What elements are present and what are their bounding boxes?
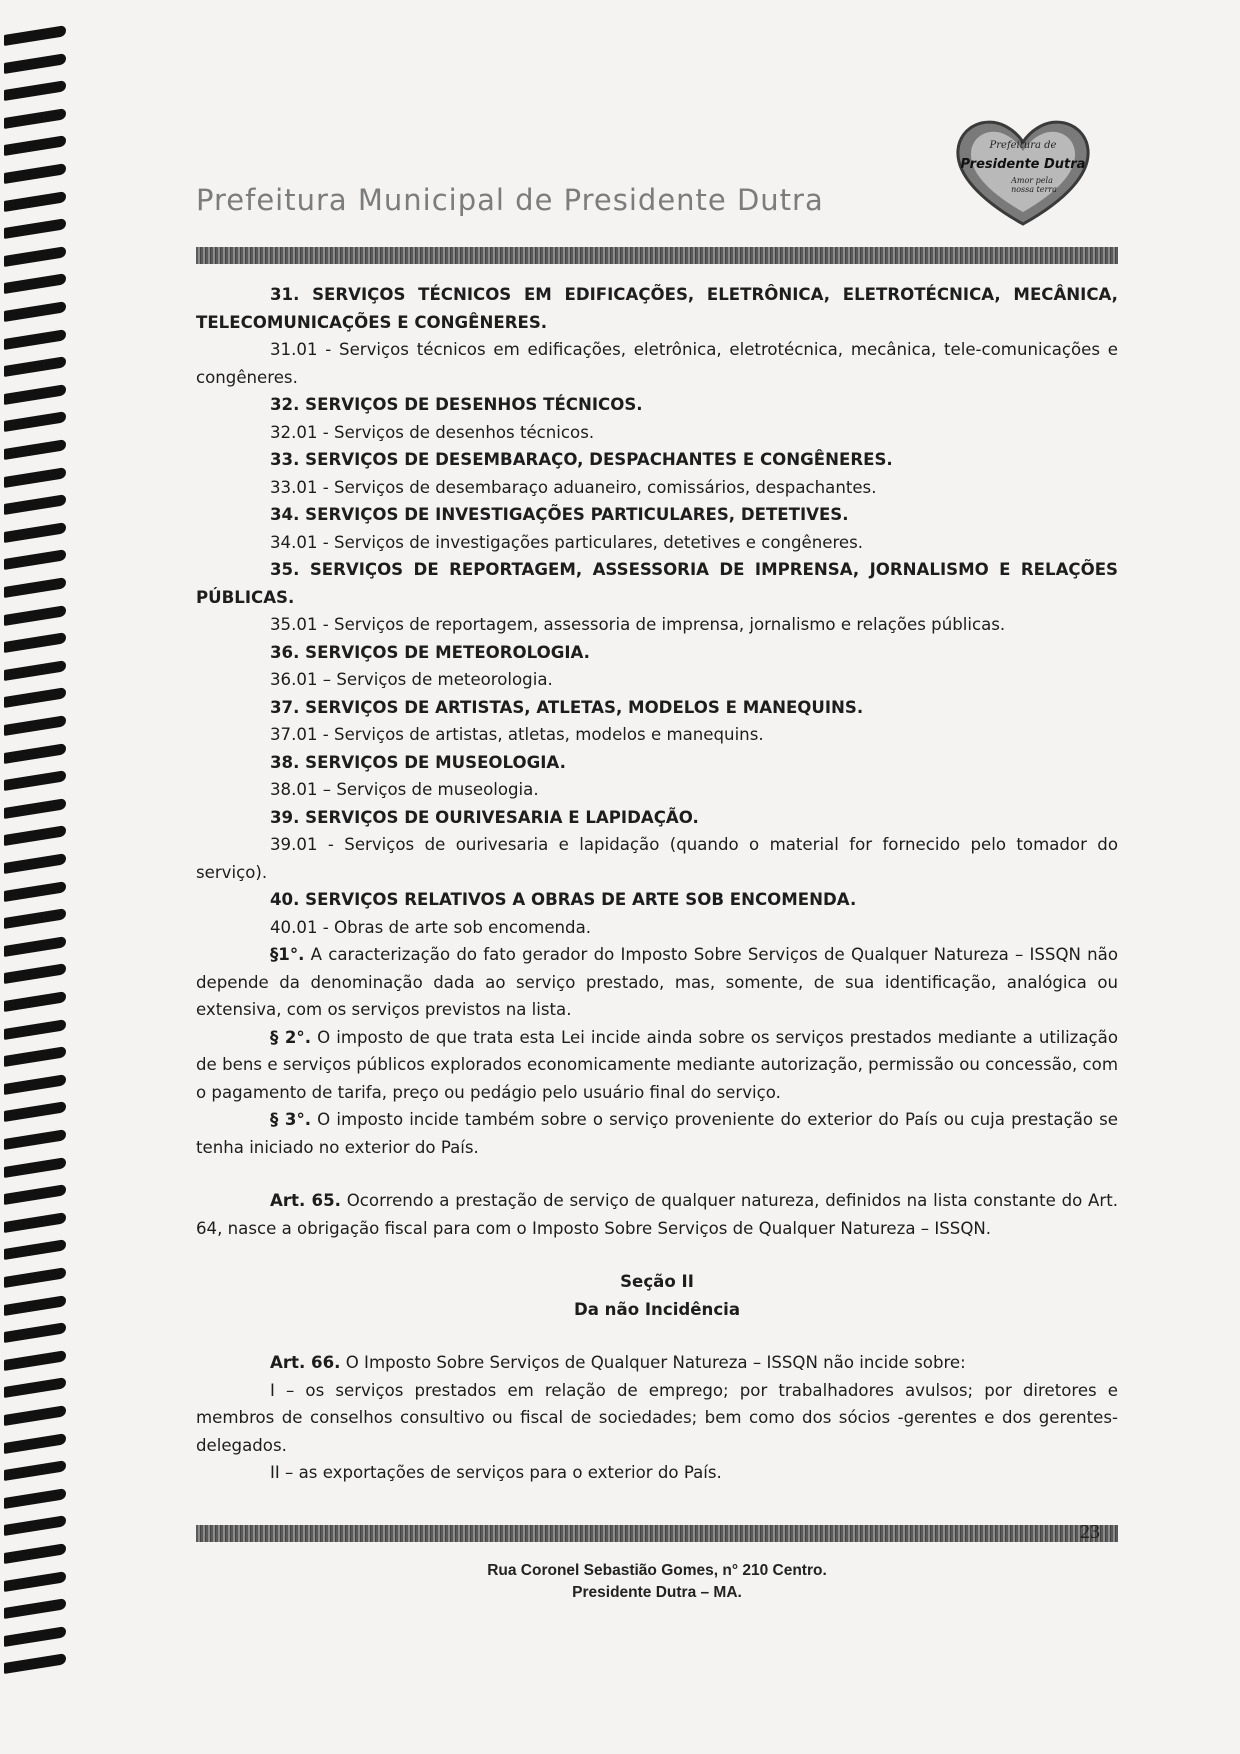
spiral-ring [4,329,66,350]
spiral-ring [4,1543,66,1564]
spiral-ring [4,25,66,46]
spiral-ring [4,853,66,874]
service-subitem: 35.01 - Serviços de reportagem, assessoria de imprensa, jornalismo e relações públicas. [270,615,1006,634]
spiral-binding [4,30,74,1710]
spiral-ring [4,218,66,239]
service-subitem: 36.01 – Serviços de meteorologia. [270,670,553,689]
article-66: Art. 66. O Imposto Sobre Serviços de Qualquer Natureza – ISSQN não incide sobre: [270,1353,966,1372]
footer-address [196,1560,1118,1604]
spiral-ring [4,881,66,902]
spiral-ring [4,1433,66,1454]
spiral-ring [4,108,66,129]
spiral-ring [4,1488,66,1509]
spiral-ring [4,1074,66,1095]
logo-text-4: nossa terra [1011,185,1057,194]
spiral-ring [4,301,66,322]
spiral-ring [4,53,66,74]
spiral-ring [4,1571,66,1592]
spiral-ring [4,1157,66,1178]
spiral-ring [4,687,66,708]
header-divider [196,247,1118,264]
spiral-ring [4,632,66,653]
service-subitem: 37.01 - Serviços de artistas, atletas, modelos e manequins. [270,725,764,744]
heart-logo-icon [950,112,1096,232]
spiral-ring [4,411,66,432]
spiral-ring [4,908,66,929]
paragraph-1: §1°. A caracterização do fato gerador do Imposto Sobre Serviços de Qualquer Natureza – ISSQN não depende da denominação dada ao serviço prestado, mas, somente, de sua identificação, analógica ou extensiva, com os serviços previstos na lista. [196,945,1118,1019]
spiral-ring [4,825,66,846]
article-66-item-i: I – os serviços prestados em relação de emprego; por trabalhadores avulsos; por diretores e membros de conselhos consultivo ou fiscal de sociedades; bem como dos sócios -gerentes e dos gerentes-delegados. [196,1380,1118,1455]
article-66-item-ii: II – as exportações de serviços para o exterior do País. [270,1463,722,1482]
service-heading: 32. SERVIÇOS DE DESENHOS TÉCNICOS. [270,395,643,414]
spiral-ring [4,191,66,212]
article-65: Art. 65. Ocorrendo a prestação de serviço de qualquer natureza, definidos na lista constante do Art. 64, nasce a obrigação fiscal para com o Imposto Sobre Serviços de Qualquer Natureza – ISSQN. [196,1191,1118,1238]
service-subitem: 34.01 - Serviços de investigações particulares, detetives e congêneres. [270,532,864,552]
spiral-ring [4,246,66,267]
spiral-ring [4,384,66,405]
spiral-ring [4,1626,66,1647]
service-subitem: 40.01 - Obras de arte sob encomenda. [270,917,592,937]
spiral-ring [4,743,66,764]
section-title: Seção II [620,1272,694,1291]
logo-text-3: Amor pela [1011,176,1053,185]
service-subitem: 32.01 - Serviços de desenhos técnicos. [270,422,595,442]
footer-line-1: Rua Coronel Sebastião Gomes, n° 210 Centro. [487,1562,827,1579]
spiral-ring [4,80,66,101]
service-heading: 38. SERVIÇOS DE MUSEOLOGIA. [270,752,566,772]
service-heading: 40. SERVIÇOS RELATIVOS A OBRAS DE ARTE SOB ENCOMENDA. [270,890,857,909]
service-heading: 37. SERVIÇOS DE ARTISTAS, ATLETAS, MODELOS E MANEQUINS. [270,697,864,717]
footer-line-2: Presidente Dutra – MA. [572,1584,742,1601]
document-body [196,281,1118,1487]
spiral-ring [4,356,66,377]
spiral-ring [4,715,66,736]
spiral-ring [4,1515,66,1536]
spiral-ring [4,467,66,488]
service-heading: 36. SERVIÇOS DE METEOROLOGIA. [270,642,590,662]
header-title: Prefeitura Municipal de Presidente Dutra [196,183,824,217]
spiral-ring [4,549,66,570]
spiral-ring [4,1212,66,1233]
service-heading: 39. SERVIÇOS DE OURIVESARIA E LAPIDAÇÃO. [270,807,699,827]
spiral-ring [4,273,66,294]
spiral-ring [4,1377,66,1398]
logo-text-2: Presidente Dutra [960,157,1086,172]
page-number: 23 [1080,1521,1100,1543]
spiral-ring [4,1295,66,1316]
spiral-ring [4,1129,66,1150]
spiral-ring [4,936,66,957]
footer-divider [196,1525,1118,1542]
service-list [196,281,1118,941]
service-subitem: 33.01 - Serviços de desembaraço aduaneiro, comissários, despachantes. [270,477,877,497]
section-subtitle: Da não Incidência [573,1299,741,1319]
spiral-ring [4,1267,66,1288]
spiral-ring [4,1653,66,1674]
spiral-ring [4,577,66,598]
spiral-ring [4,135,66,156]
spiral-ring [4,1019,66,1040]
service-subitem: 31.01 - Serviços técnicos em edificações, eletrônica, eletrotécnica, mecânica, tele-comunicações e congêneres. [196,340,1118,387]
service-subitem: 38.01 – Serviços de museologia. [270,780,539,799]
spiral-ring [4,1046,66,1067]
paragraph-3: § 3°. O imposto incide também sobre o serviço proveniente do exterior do País ou cuja prestação se tenha iniciado no exterior do País. [196,1110,1118,1157]
spiral-ring [4,1405,66,1426]
spiral-ring [4,522,66,543]
service-heading: 35. SERVIÇOS DE REPORTAGEM, ASSESSORIA DE IMPRENSA, JORNALISMO E RELAÇÕES PÚBLICAS. [196,560,1118,607]
service-heading: 31. SERVIÇOS TÉCNICOS EM EDIFICAÇÕES, ELETRÔNICA, ELETROTÉCNICA, MECÂNICA, TELECOMUNICAÇÕES E CONGÊNERES. [196,285,1118,332]
spiral-ring [4,439,66,460]
logo-text-1: Prefeitura de [989,140,1057,151]
service-subitem: 39.01 - Serviços de ourivesaria e lapidação (quando o material for fornecido pelo tomador do serviço). [196,835,1118,882]
spiral-ring [4,660,66,681]
spiral-ring [4,1598,66,1619]
spiral-ring [4,770,66,791]
spiral-ring [4,1184,66,1205]
spiral-ring [4,1350,66,1371]
spiral-ring [4,1460,66,1481]
spiral-ring [4,163,66,184]
spiral-ring [4,1101,66,1122]
spiral-ring [4,963,66,984]
service-heading: 33. SERVIÇOS DE DESEMBARAÇO, DESPACHANTES E CONGÊNERES. [270,450,893,469]
service-heading: 34. SERVIÇOS DE INVESTIGAÇÕES PARTICULARES, DETETIVES. [270,505,849,524]
spiral-ring [4,1239,66,1260]
paragraph-2: § 2°. O imposto de que trata esta Lei incide ainda sobre os serviços prestados mediante a utilização de bens e serviços públicos explorados economicamente mediante autorização, permissão ou concessão, com o pagamento de tarifa, preço ou pedágio pelo usuário final do serviço. [196,1027,1118,1102]
spiral-ring [4,991,66,1012]
spiral-ring [4,798,66,819]
spiral-ring [4,1322,66,1343]
spiral-ring [4,605,66,626]
spiral-ring [4,494,66,515]
